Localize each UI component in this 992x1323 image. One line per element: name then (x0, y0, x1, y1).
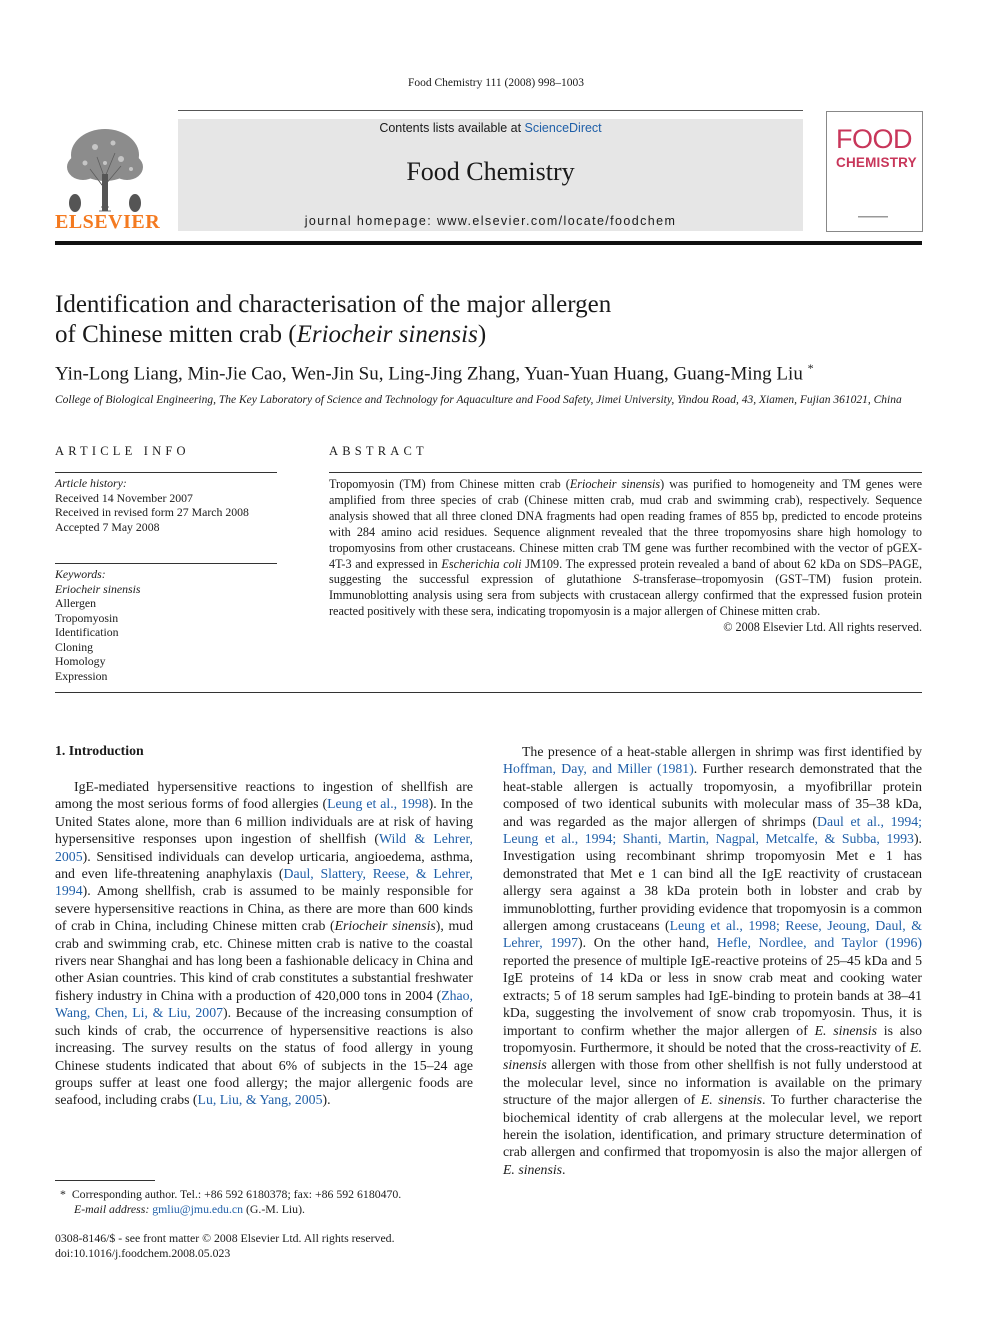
article-info-heading: ARTICLE INFO (55, 444, 190, 458)
contents-prefix: Contents lists available at (379, 121, 525, 135)
keywords-label: Keywords: (55, 567, 106, 581)
paper-title (55, 290, 855, 350)
journal-homepage[interactable]: journal homepage: www.elsevier.com/locate/foodchem (304, 214, 677, 228)
citation-link[interactable]: Lu, Liu, & Yang, 2005 (197, 1092, 323, 1108)
keyword-item: Allergen (55, 596, 97, 610)
title-line-1: Identification and characterisation of the major allergen (55, 291, 612, 318)
email-label: E-mail address: (74, 1201, 150, 1216)
doi-line[interactable]: doi:10.1016/j.foodchem.2008.05.023 (55, 1245, 231, 1260)
header-rule (178, 110, 803, 111)
citation-link[interactable]: Wild & Lehrer, 2005 (55, 831, 473, 864)
header-thick-rule (55, 241, 922, 245)
elsevier-wordmark: ELSEVIER (55, 211, 161, 233)
abstract-body (329, 477, 922, 636)
issn-line: 0308-8146/$ - see front matter © 2008 Elsevier Ltd. All rights reserved. (55, 1231, 395, 1245)
citation-link[interactable]: Daul et al., 1994; Leung et al., 1994; Shanti, Martin, Nagpal, Metcalfe, & Subba, 1993 (503, 813, 922, 847)
history-accepted: Accepted 7 May 2008 (55, 519, 160, 534)
journal-reference: Food Chemistry 111 (2008) 998–1003 (407, 77, 585, 89)
sciencedirect-link[interactable]: ScienceDirect (524, 121, 602, 135)
citation-link[interactable]: Leung et al., 1998; Reese, Jeoung, Daul, & Lehrer, 1997 (503, 918, 922, 951)
citation-link[interactable]: Zhao, Wang, Chen, Li, & Liu, 2007 (55, 987, 473, 1021)
abstract-rule (329, 472, 922, 473)
cover-publisher-mark (858, 213, 888, 221)
keyword-item: Cloning (55, 639, 94, 654)
citation-link[interactable]: Daul, Slattery, Reese, & Lehrer, 1994 (55, 866, 473, 899)
affiliation: College of Biological Engineering, The Key Laboratory of Science and Technology for Aquaculture and Food Safety, Jimei University, Yindou Road, 43, Xiamen, Fujian 361021, China (55, 394, 902, 406)
cover-title-food: FOOD (836, 124, 912, 154)
history-received: Received 14 November 2007 (55, 490, 193, 505)
abstract-heading: ABSTRACT (329, 444, 428, 458)
journal-title: Food Chemistry (406, 157, 575, 186)
keyword-item: Tropomyosin (55, 610, 119, 625)
issn-doi-block (55, 1231, 475, 1260)
corresponding-author-text: Corresponding author. Tel.: +86 592 6180378; fax: +86 592 6180470. (71, 1187, 402, 1201)
cover-title-chemistry: CHEMISTRY (836, 155, 917, 170)
abstract-copyright: © 2008 Elsevier Ltd. All rights reserved. (723, 620, 922, 635)
citation-link[interactable]: Hoffman, Day, and Miller (1981) (503, 761, 694, 777)
corresponding-footnote (60, 1187, 480, 1216)
keyword-item: Identification (55, 625, 119, 639)
section-heading-introduction: 1. Introduction (55, 743, 144, 758)
author-list (55, 361, 922, 385)
email-suffix: (G.-M. Liu). (245, 1201, 305, 1216)
intro-paragraph-1: IgE-mediated hypersensitive reactions to ingestion of shellfish are among the most serious forms of food allergies (Leung et al., 1998). In the United States alone, more than 6 million individuals are at risk of having hypersensitive responses upon ingestion of shellfish (Wild & Lehrer, 2005). Sensitised individuals can develop urticaria, angioedema, asthma, and even life-threatening anaphylaxis (Daul, Slattery, Reese, & Lehrer, 1994). Among shellfish, crab is assumed to be mainly responsible for severe hypersensitive reactions in China, as there are more than 600 kinds of crab in China, including Chinese mitten crab (Eriocheir sinensis), mud crab and swimming crab, etc. Chinese mitten crab is native to the coastal rivers near Shanghai and has long been a fashionable delicacy in China and other Asian countries. This kind of crab constitutes a substantial freshwater fishery industry in China with a production of 420,000 tons in 2004 (Zhao, Wang, Chen, Li, & Liu, 2007). Because of the increasing consumption of such kinds of crab, the occurrence of hypersensitive reactions is also increasing. The survey results on the status of food allergy in young Chinese students indicated that about 6% of subjects in the 15–24 age groups suffer at least one food allergy; the major allergenic foods are seafood, including crabs (Lu, Liu, & Yang, 2005). (55, 779, 474, 1108)
abstract-paragraph: Tropomyosin (TM) from Chinese mitten crab (Eriocheir sinensis) was purified to homogeneity and TM genes were amplified from three species of crab (Chinese mitten crab, mud crab and swimming crab), respectively. Sequence analysis showed that all three cloned DNA fragments had open reading frames of 855 bp, predicted to encode proteins with 284 amino acid residues. Sequence alignment revealed that the three tropomyosins share high homology to tropomyosins from other crustaceans. Chinese mitten crab TM gene was further recombined with the vector of pGEX-4T-3 and expressed in Escherichia coli JM109. The expressed protein revealed a band of about 62 kDa on SDS–PAGE, suggesting the successful expression of glutathione S-transferase–tropomyosin (GST–TM) fusion protein. Immunoblotting analysis using sera from subjects with crustacean allergy confirmed that the expressed fusion protein reacted positively with these sera, indicating tropomyosin is a major allergen of Chinese mitten crab. (329, 477, 923, 619)
keyword-item: Eriocheir sinensis (55, 581, 141, 596)
citation-link[interactable]: Leung et al., 1998 (327, 796, 429, 812)
citation-link[interactable]: Hefle, Nordlee, and Taylor (1996) (716, 935, 922, 951)
keywords-rule (55, 563, 277, 564)
keywords-block (55, 567, 277, 683)
email-link[interactable]: gmliu@jmu.edu.cn (152, 1201, 244, 1216)
keyword-item: Expression (55, 668, 108, 683)
corresponding-mark[interactable]: * (807, 361, 814, 375)
history-revised: Received in revised form 27 March 2008 (55, 505, 249, 519)
keyword-item: Homology (55, 654, 106, 668)
title-line-2: of Chinese mitten crab (Eriocheir sinensis) (55, 321, 487, 348)
intro-paragraph-2: The presence of a heat-stable allergen in shrimp was first identified by Hoffman, Day, and Miller (1981). Further research demonstrated that the heat-stable allergen is actually tropomyosin, a myofibrillar protein composed of two identical subunits with molecular mass of 35–38 kDa, and was regarded as the major allergen of shrimps (Daul et al., 1994; Leung et al., 1994; Shanti, Martin, Nagpal, Metcalfe, & Subba, 1993). Investigation using recombinant shrimp tropomyosin Met e 1 has demonstrated that Met e 1 can bind all the IgE reactivity of crustacean allergy sera against a 38 kDa protein both in lobster and crab by immunoblotting, further providing evidence that tropomyosin is a common allergen among crustaceans (Leung et al., 1998; Reese, Jeoung, Daul, & Lehrer, 1997). On the other hand, Hefle, Nordlee, and Taylor (1996) reported the presence of multiple IgE-reactive proteins of 25–45 kDa and 5 IgE proteins of 14 kDa or less in snow crab meat and cooking water extracts; 5 of 18 serum samples had IgE-binding to protein bands at 38–41 kDa, suggesting the involvement of snow crab tropomyosin. Thus, it is important to confirm whether the major allergen of E. sinensis is also tropomyosin. Furthermore, it should be noted that the cross-reactivity of E. sinensis allergen with those from other shellfish is not fully understood at the molecular level, since no information is available on the primary structure of the major allergen of E. sinensis. To further characterise the biochemical identity of crab allergens at the molecular level, we report herein the isolation, identification, and primary structure determination of crab allergen and confirmed that tropomyosin is also the major allergen of E. sinensis. (503, 744, 923, 1177)
footnote-rule (55, 1180, 155, 1181)
article-history (55, 476, 277, 534)
footnote-mark: * (60, 1187, 66, 1201)
abstract-bottom-rule (55, 692, 922, 693)
article-info-rule (55, 472, 277, 473)
history-label: Article history: (55, 476, 127, 490)
authors-text: Yin-Long Liang, Min-Jie Cao, Wen-Jin Su, Ling-Jing Zhang, Yuan-Yuan Huang, Guang-Ming Liu (55, 363, 803, 385)
contents-line (178, 121, 803, 135)
